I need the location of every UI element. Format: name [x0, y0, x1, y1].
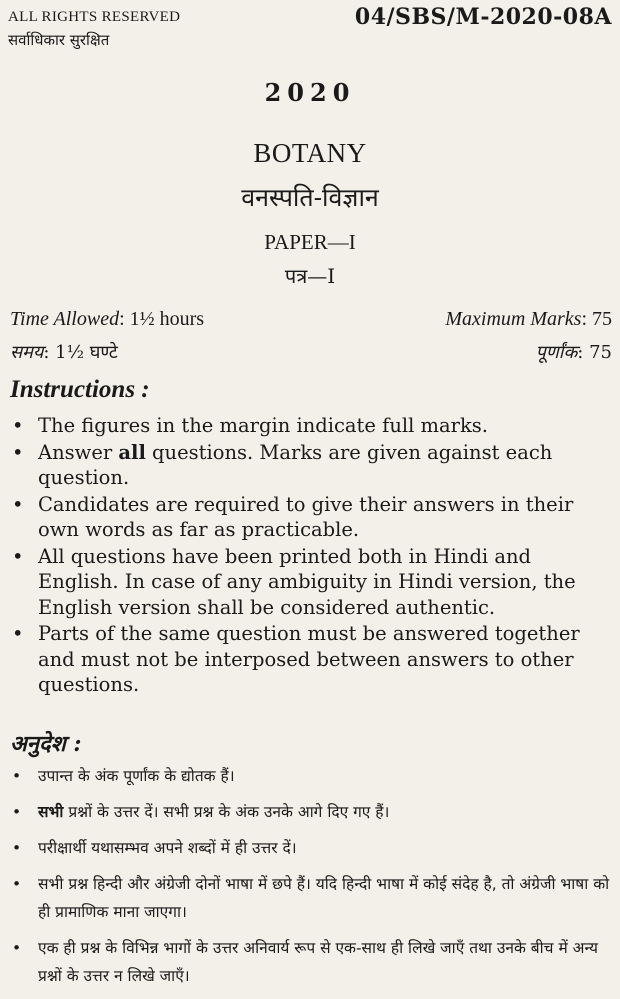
time-allowed-hi: [10, 340, 118, 364]
exam-year: 2020: [264, 78, 356, 107]
maximum-marks-hi: [536, 340, 612, 364]
instruction-item: [10, 492, 614, 543]
instruction-item-hi: [10, 870, 614, 926]
instruction-text: The figures in the margin indicate full marks.: [38, 414, 489, 437]
instruction-text-pre: Answer: [38, 440, 119, 464]
instruction-text-bold: all: [118, 440, 146, 464]
instruction-item-hi: [10, 934, 614, 990]
instruction-text: All questions have been printed both in Hindi and English. In case of any ambiguity in Hindi version, the English version shall be considered authentic.: [38, 544, 576, 619]
maximum-marks-en: [445, 308, 612, 331]
instruction-item: [10, 440, 614, 491]
instructions-heading-en: Instructions :: [10, 376, 150, 403]
instruction-text-hi-post: प्रश्नों के उत्तर दें। सभी प्रश्न के अंक उनके आगे दिए गए हैं।: [63, 803, 390, 821]
paper-code: 04/SBS/M-2020-08A: [354, 4, 612, 30]
paper-number-hi: पत्र—I: [284, 264, 336, 288]
instruction-text: Parts of the same question must be answered together and must not be interposed between answers to other questions.: [38, 622, 580, 696]
bullet-icon: •: [12, 803, 22, 821]
instruction-text: Candidates are required to give their answers in their own words as far as practicable.: [38, 492, 574, 541]
time-allowed-en: [10, 308, 204, 331]
instruction-text-hi: उपान्त के अंक पूर्णांक के द्योतक हैं।: [38, 767, 235, 785]
marks-value-en: : 75: [581, 308, 612, 330]
subject-title-hi: वनस्पति-विज्ञान: [241, 183, 379, 212]
instruction-text-hi: एक ही प्रश्न के विभिन्न भागों के उत्तर अनिवार्य रूप से एक-साथ ही लिखे जाएँ तथा उनके बीच में अन्य प्रश्नों के उत्तर न लिखे जाएँ।: [38, 939, 599, 985]
bullet-icon: •: [12, 839, 22, 857]
rights-reserved-hi: सर्वाधिकार सुरक्षित: [8, 31, 110, 49]
time-label-hi: समय: [10, 342, 44, 363]
subject-title-en: BOTANY: [253, 138, 367, 168]
instructions-list-en: [10, 413, 614, 699]
paper-number-en: PAPER—I: [264, 230, 356, 254]
bullet-icon: •: [12, 440, 24, 464]
bullet-icon: •: [12, 767, 22, 785]
time-label-en: Time Allowed: [10, 308, 120, 330]
instruction-text-post: questions. Marks are given against each question.: [38, 440, 553, 489]
time-value-hi: : 1½ घण्टे: [43, 342, 118, 363]
bullet-icon: •: [12, 414, 24, 437]
rights-reserved-en: ALL RIGHTS RESERVED: [8, 9, 181, 25]
marks-value-hi: : 75: [577, 342, 612, 363]
instruction-item-hi: [10, 834, 614, 862]
instruction-item: [10, 544, 614, 621]
instruction-item: [10, 621, 614, 698]
instructions-list-hi: [10, 762, 614, 998]
instruction-item: [10, 413, 614, 439]
instructions-heading-hi: अनुदेश :: [10, 731, 82, 757]
instruction-item-hi: [10, 762, 614, 790]
marks-label-en: Maximum Marks: [445, 308, 582, 330]
bullet-icon: •: [12, 492, 24, 516]
rights-block: [8, 8, 180, 49]
bullet-icon: •: [12, 939, 22, 957]
instruction-text-hi-bold: सभी: [38, 803, 64, 821]
instruction-item-hi: [10, 798, 614, 826]
instruction-text-hi: परीक्षार्थी यथासम्भव अपने शब्दों में ही उत्तर दें।: [38, 839, 297, 857]
marks-label-hi: पूर्णांक: [535, 342, 578, 363]
bullet-icon: •: [12, 875, 22, 893]
bullet-icon: •: [12, 544, 24, 568]
time-value-en: : 1½ hours: [119, 308, 205, 330]
bullet-icon: •: [12, 622, 24, 645]
instruction-text-hi: सभी प्रश्न हिन्दी और अंग्रेजी दोनों भाषा में छपे हैं। यदि हिन्दी भाषा में कोई संदेह है, तो अंग्रेजी भाषा को ही प्रामाणिक माना जाएगा।: [38, 875, 610, 921]
